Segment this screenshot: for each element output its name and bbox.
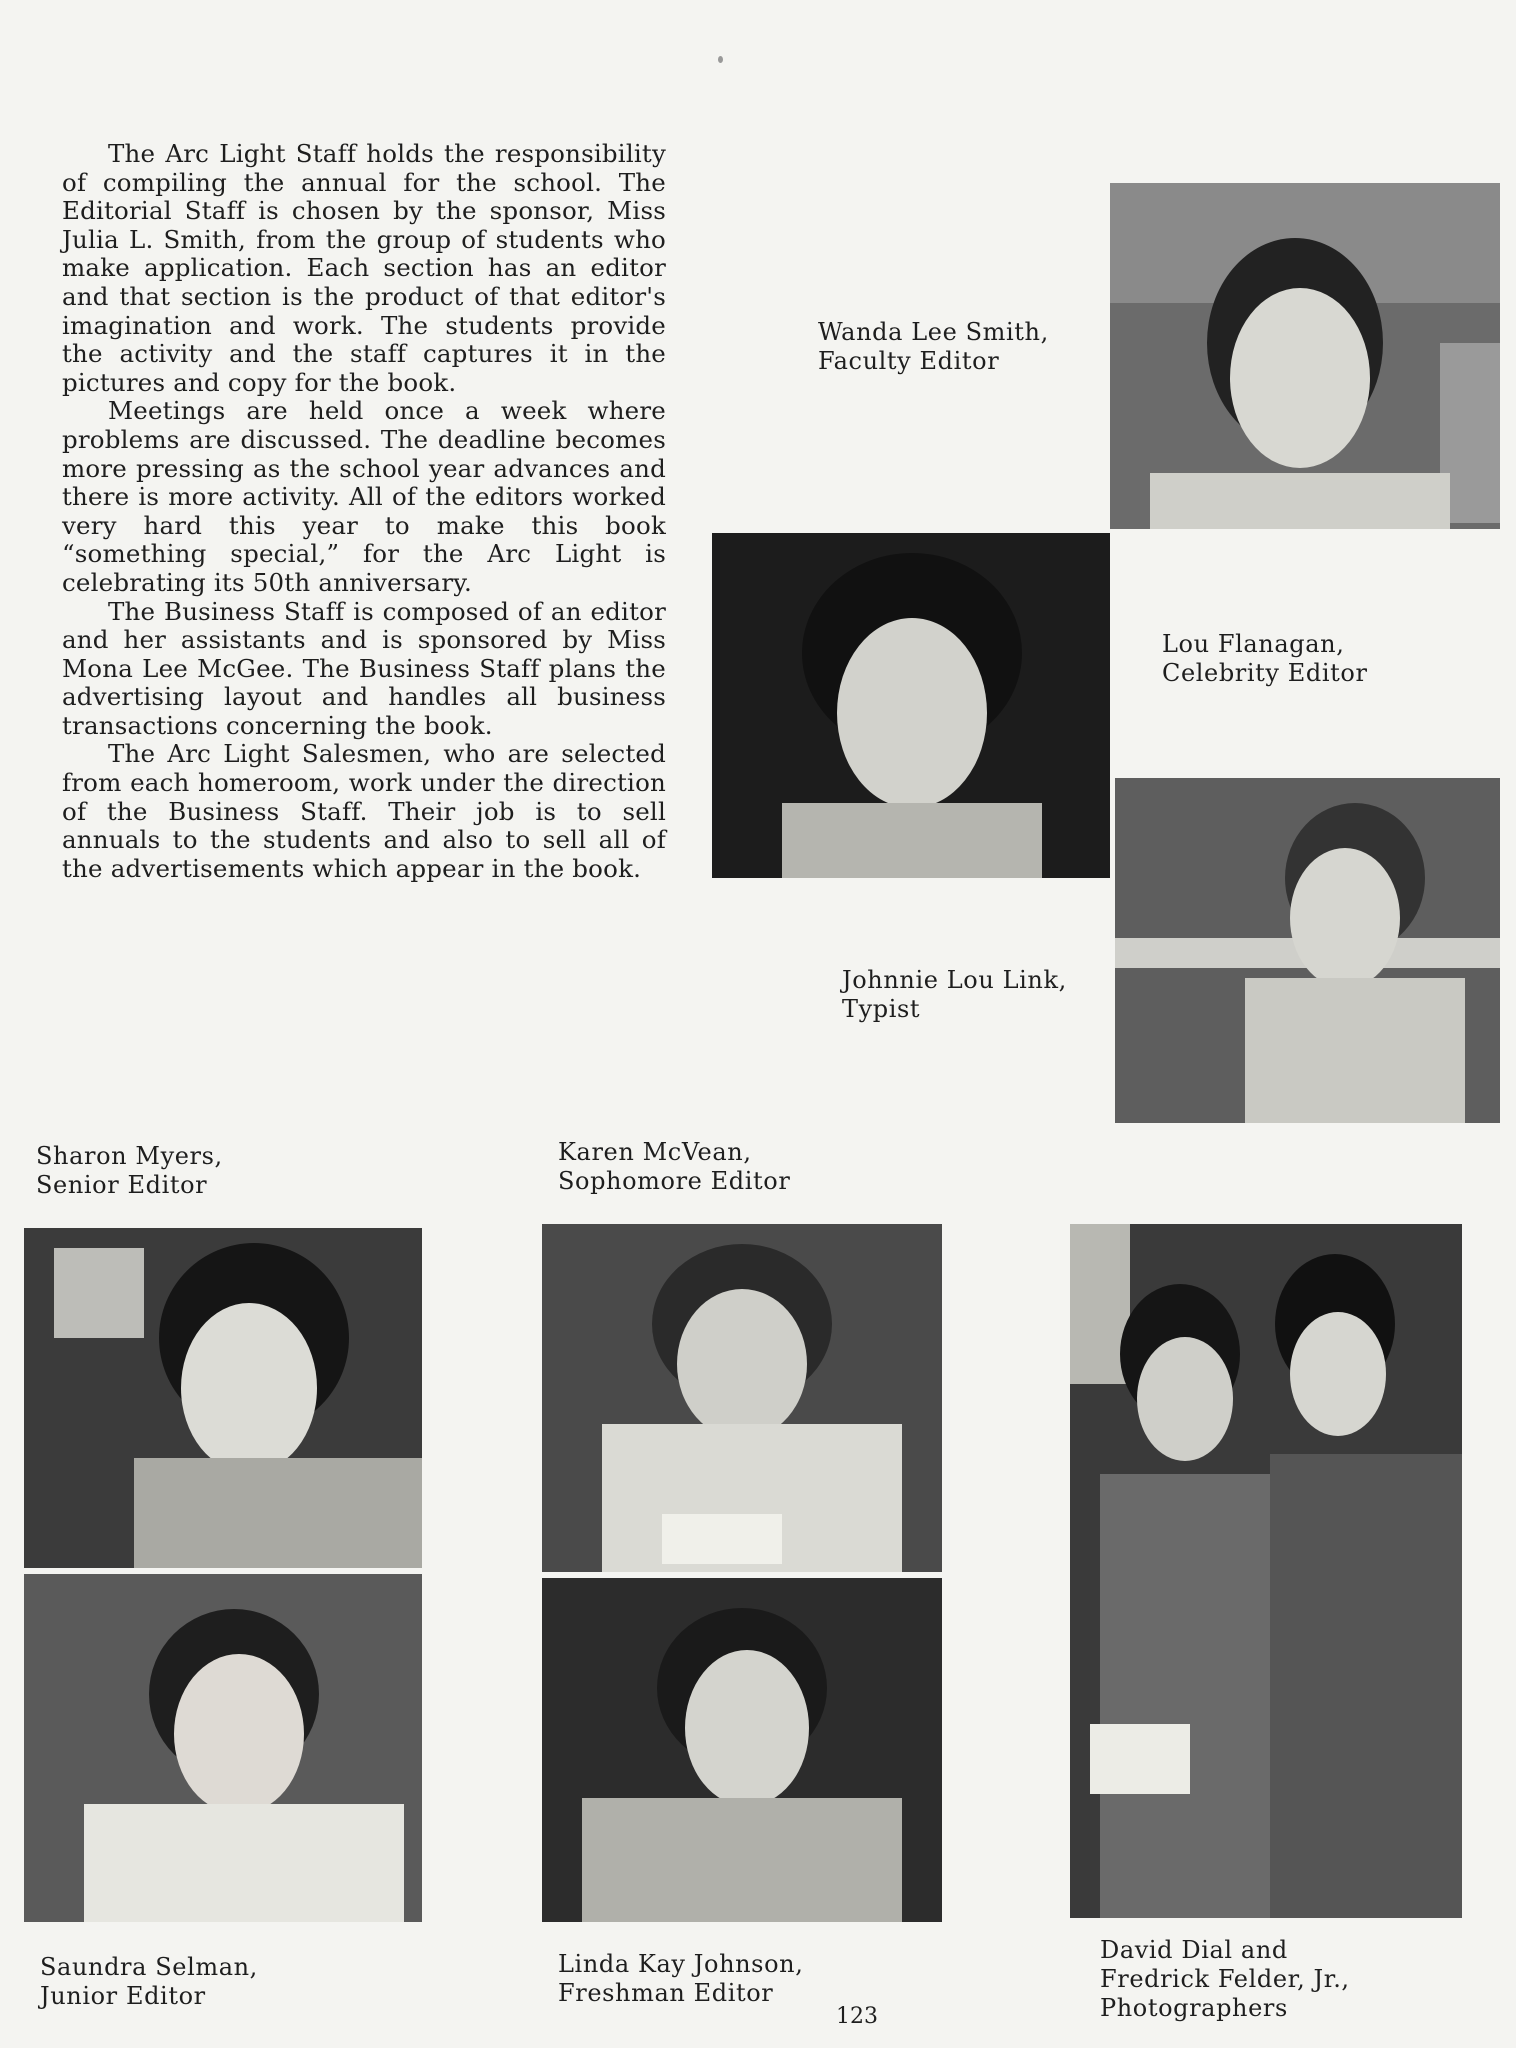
print-speck xyxy=(718,56,723,63)
photo-sharon-myers xyxy=(24,1228,422,1568)
caption-name: Linda Kay Johnson, xyxy=(558,1950,804,1978)
page-number: 123 xyxy=(836,2004,878,2029)
caption-karen-mcvean xyxy=(558,1138,790,1196)
photo-linda-kay-johnson xyxy=(542,1578,942,1922)
caption-line-2: Fredrick Felder, Jr., xyxy=(1100,1965,1350,1993)
caption-line-1: David Dial and xyxy=(1100,1936,1288,1964)
caption-name: Karen McVean, xyxy=(558,1138,752,1166)
photo-wanda-lee-smith xyxy=(1110,183,1500,529)
caption-name: Lou Flanagan, xyxy=(1162,630,1345,658)
caption-role: Senior Editor xyxy=(36,1171,208,1199)
photo-saundra-selman xyxy=(24,1574,422,1922)
photo-lou-flanagan xyxy=(712,533,1110,878)
caption-role: Faculty Editor xyxy=(818,347,1000,375)
caption-johnnie-lou-link xyxy=(842,966,1067,1024)
caption-saundra-selman xyxy=(40,1953,258,2011)
caption-sharon-myers xyxy=(36,1142,223,1200)
caption-line-3: Photographers xyxy=(1100,1994,1288,2022)
caption-linda-kay-johnson xyxy=(558,1950,803,2008)
caption-name: Sharon Myers, xyxy=(36,1142,223,1170)
caption-photographers xyxy=(1100,1936,1350,2023)
paragraph-4: The Arc Light Salesmen, who are selected from each homeroom, work under the direction of the Business Staff. Their job is to sell annuals to the students and also to sell all of the advertisements which appear in the book. xyxy=(62,739,666,883)
photo-johnnie-lou-link xyxy=(1115,778,1500,1123)
paragraph-1: The Arc Light Staff holds the responsibility of compiling the annual for the school. The Editorial Staff is chosen by the sponsor, Miss Julia L. Smith, from the group of students who make application. Each section has an editor and that section is the product of that editor's imagination and work. The students provide the activity and the staff captures it in the pictures and copy for the book. xyxy=(62,139,666,397)
caption-name: Wanda Lee Smith, xyxy=(818,318,1049,346)
article-text xyxy=(62,140,666,883)
photo-photographers xyxy=(1070,1224,1462,1918)
caption-name: Saundra Selman, xyxy=(40,1953,258,1981)
paragraph-3: The Business Staff is composed of an editor and her assistants and is sponsored by Miss Mona Lee McGee. The Business Staff plans the advertising layout and handles all business transactions concerning the book. xyxy=(62,596,666,740)
caption-role: Junior Editor xyxy=(40,1982,206,2010)
caption-role: Sophomore Editor xyxy=(558,1167,791,1195)
caption-lou-flanagan xyxy=(1162,630,1368,688)
caption-role: Celebrity Editor xyxy=(1162,659,1368,687)
photo-karen-mcvean xyxy=(542,1224,942,1572)
paragraph-2: Meetings are held once a week where problems are discussed. The deadline becomes more pressing as the school year advances and there is more activity. All of the editors worked very hard this year to make this book “something special,” for the Arc Light is celebrating its 50th anniversary. xyxy=(62,396,666,597)
caption-wanda-lee-smith xyxy=(818,318,1049,376)
caption-role: Freshman Editor xyxy=(558,1979,774,2007)
caption-role: Typist xyxy=(842,995,921,1023)
caption-name: Johnnie Lou Link, xyxy=(842,966,1067,994)
